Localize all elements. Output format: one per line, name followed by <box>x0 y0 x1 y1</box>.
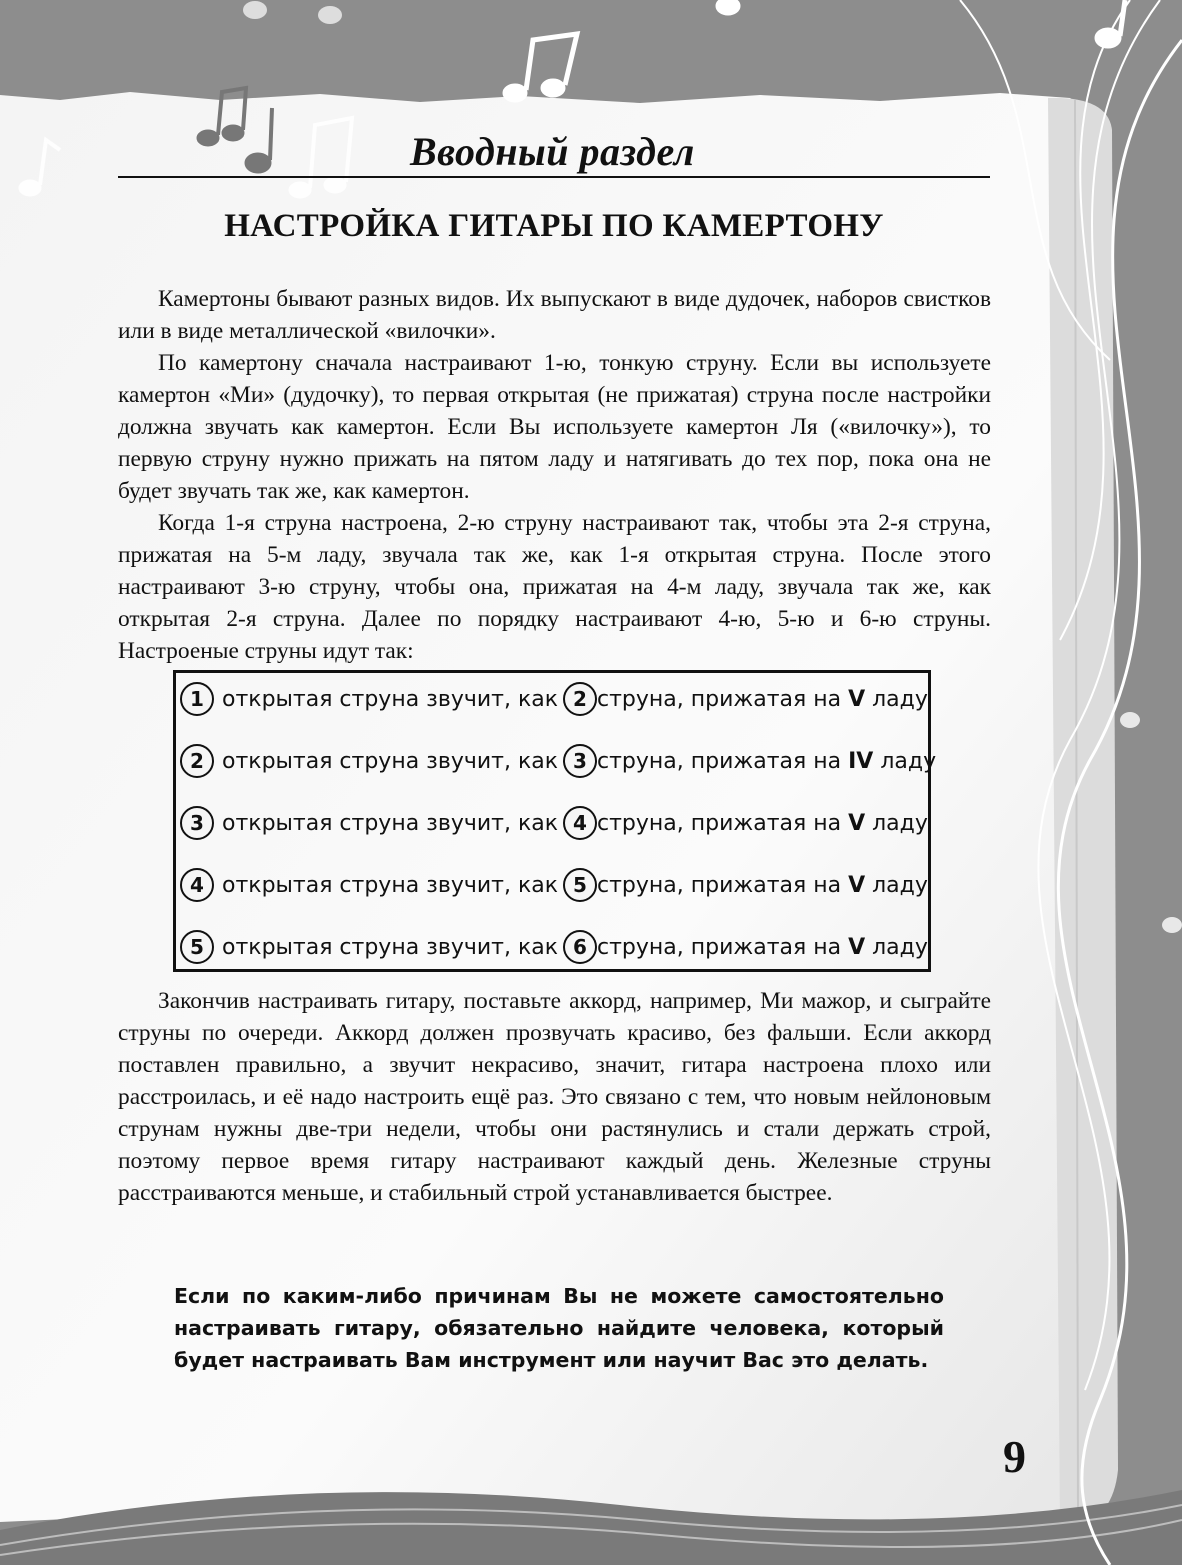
fret-number: V <box>848 810 866 836</box>
pressed-string-label: струна, прижатая на V ладу <box>597 686 928 712</box>
string-number-circle: 4 <box>563 806 597 840</box>
fret-number: V <box>848 934 866 960</box>
string-number-circle: 5 <box>180 930 214 964</box>
string-number-circle: 2 <box>563 682 597 716</box>
string-number-circle: 3 <box>563 744 597 778</box>
string-number-circle: 4 <box>180 868 214 902</box>
closing-text <box>118 985 991 1209</box>
open-string-label: открытая струна звучит, как <box>222 810 559 836</box>
pressed-string-label: струна, прижатая на IV ладу <box>597 748 937 774</box>
pressed-string-label: струна, прижатая на V ладу <box>597 934 928 960</box>
open-string-label: открытая струна звучит, как <box>222 686 559 712</box>
section-divider <box>118 176 990 178</box>
string-number-circle: 2 <box>180 744 214 778</box>
paragraph: Закончив настраивать гитару, поставьте аккорд, например, Ми мажор, и сыграйте струны по очереди. Аккорд должен прозвучать красиво, без фальши. Если аккорд поставлен правильно, а звучит некрасиво, значит, гитара настроена плохо или расстроилась, и её надо настроить ещё раз. Это связано с тем, что новым нейлоновым струнам нужны две-три недели, чтобы они растянулись и стали держать строй, поэтому первое время гитару настраивают каждый день. Железные струны расстраиваются меньше, и стабильный строй устанавливается быстрее. <box>118 988 991 1206</box>
fret-number: V <box>848 872 866 898</box>
string-number-circle: 5 <box>563 868 597 902</box>
open-string-label: открытая струна звучит, как <box>222 872 559 898</box>
pressed-string-label: струна, прижатая на V ладу <box>597 810 928 836</box>
page-title: НАСТРОЙКА ГИТАРЫ ПО КАМЕРТОНУ <box>224 208 884 244</box>
fret-number: IV <box>848 748 874 774</box>
paragraph: Когда 1-я струна настроена, 2-ю струну настраивают так, чтобы эта 2-я струна, прижатая на 5-м ладу, звучала так же, как 1-я открытая струна. После этого настраивают 3-ю струну, чтобы она, прижатая на 4-м ладу, звучала так же, как открытая 2-я струна. Далее по порядку настраивают 4-ю, 5-ю и 6-ю струны. Настроеные струны идут так: <box>118 510 991 664</box>
pressed-string-label: струна, прижатая на V ладу <box>597 872 928 898</box>
tuning-table <box>173 670 937 972</box>
open-string-label: открытая струна звучит, как <box>222 934 559 960</box>
string-number-circle: 1 <box>180 682 214 716</box>
paragraph: Камертоны бывают разных видов. Их выпускают в виде дудочек, наборов свистков или в виде металлической «вилочки». <box>118 286 991 344</box>
section-title: Вводный раздел <box>410 129 695 174</box>
important-note: Если по каким-либо причинам Вы не можете самостоятельно настраивать гитару, обязательно найдите человека, который будет настраивать Вам инструмент или научит Вас это делать. <box>174 1284 944 1372</box>
string-number-circle: 3 <box>180 806 214 840</box>
paragraph: По камертону сначала настраивают 1-ю, тонкую струну. Если вы используете камертон «Ми» (дудочку), то первая открытая (не прижатая) струна после настройки должна звучать как камертон. Если Вы используете камертон Ля («вилочку»), то первую струну нужно прижать на пятом ладу и натягивать до тех пор, пока она не будет звучать так же, как камертон. <box>118 350 991 504</box>
intro-text <box>118 283 991 667</box>
fret-number: V <box>848 686 866 712</box>
string-number-circle: 6 <box>563 930 597 964</box>
open-string-label: открытая струна звучит, как <box>222 748 559 774</box>
page-number: 9 <box>1003 1431 1026 1482</box>
